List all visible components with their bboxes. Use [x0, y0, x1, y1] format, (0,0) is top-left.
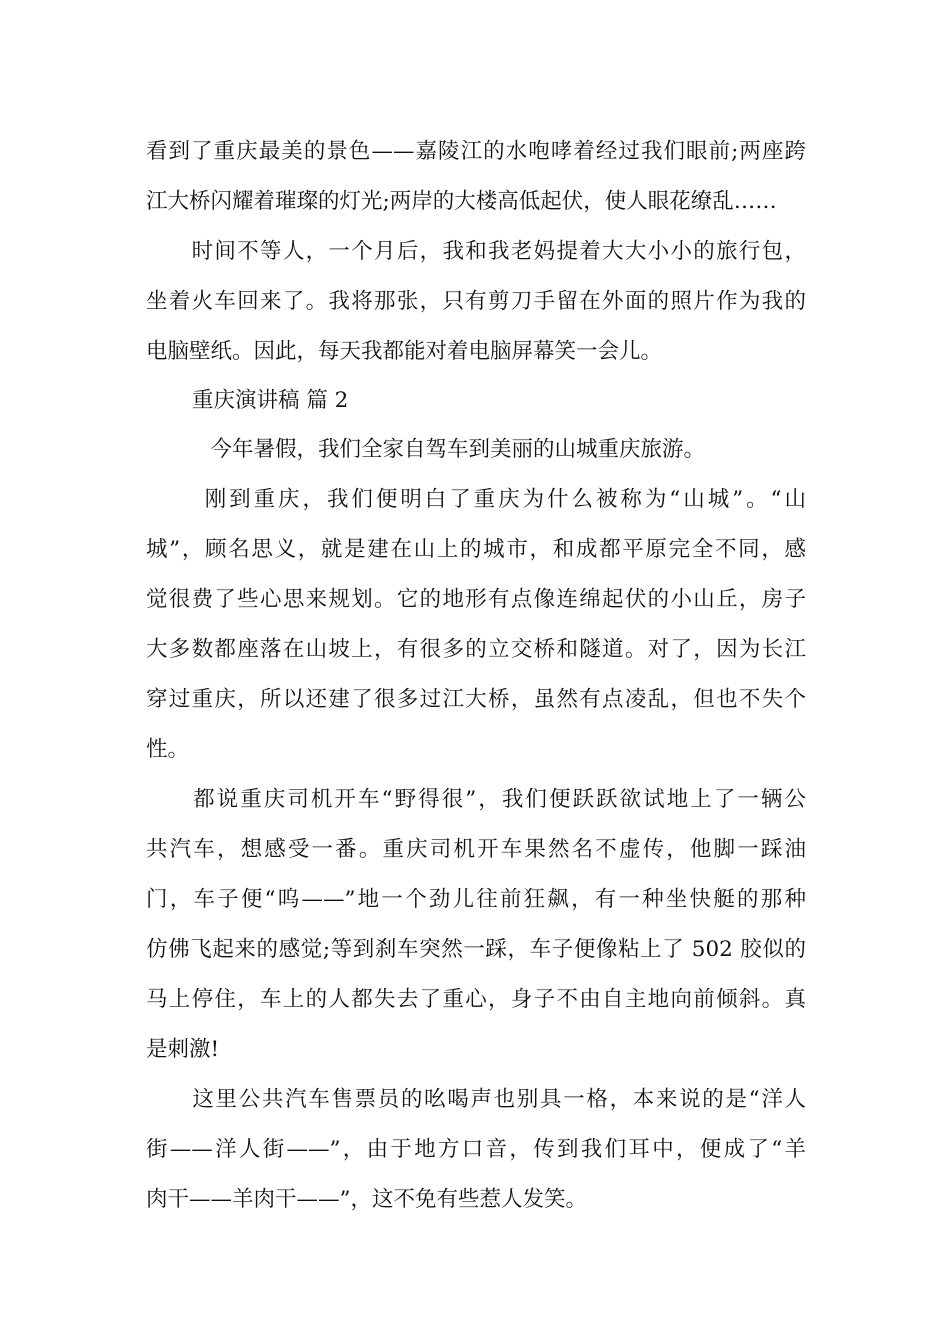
- text-line: 马上停住，车上的人都失去了重心，身子不由自主地向前倾斜。真: [146, 987, 806, 1012]
- text-line: 是刺激!: [146, 1037, 220, 1062]
- text-line: 大多数都座落在山坡上，有很多的立交桥和隧道。对了，因为长江: [146, 637, 806, 662]
- text-line: 性。: [146, 737, 190, 762]
- text-line: 仿佛飞起来的感觉;等到刹车突然一踩，车子便像粘上了 502 胶似的: [146, 937, 806, 962]
- text-line: 坐着火车回来了。我将那张，只有剪刀手留在外面的照片作为我的: [146, 289, 806, 314]
- text-line: 刚到重庆，我们便明白了重庆为什么被称为“山城”。“山: [146, 487, 806, 512]
- text-line: 看到了重庆最美的景色——嘉陵江的水咆哮着经过我们眼前;两座跨: [146, 139, 806, 164]
- text-line: 肉干——羊肉干——”，这不免有些惹人发笑。: [146, 1187, 587, 1212]
- text-line: 电脑壁纸。因此，每天我都能对着电脑屏幕笑一会儿。: [146, 339, 663, 364]
- text-line: 都说重庆司机开车“野得很”，我们便跃跃欲试地上了一辆公: [146, 787, 806, 812]
- text-line: 时间不等人，一个月后，我和我老妈提着大大小小的旅行包，: [146, 239, 806, 264]
- text-line: 街——洋人街——”，由于地方口音，传到我们耳中，便成了“羊: [146, 1137, 806, 1162]
- text-line: 觉很费了些心思来规划。它的地形有点像连绵起伏的小山丘，房子: [146, 587, 806, 612]
- text-line: 城”，顾名思义，就是建在山上的城市，和成都平原完全不同，感: [146, 537, 806, 562]
- text-line: 穿过重庆，所以还建了很多过江大桥，虽然有点凌乱，但也不失个: [146, 687, 806, 712]
- text-line: 江大桥闪耀着璀璨的灯光;两岸的大楼高低起伏，使人眼花缭乱……: [146, 189, 777, 214]
- text-line: 门，车子便“呜——”地一个劲儿往前狂飙，有一种坐快艇的那种: [146, 887, 806, 912]
- text-line: 共汽车，想感受一番。重庆司机开车果然名不虚传，他脚一踩油: [146, 837, 806, 862]
- text-line: 今年暑假，我们全家自驾车到美丽的山城重庆旅游。: [146, 437, 706, 462]
- text-line: 这里公共汽车售票员的吆喝声也别具一格，本来说的是“洋人: [146, 1087, 806, 1112]
- section-heading: 重庆演讲稿 篇 2: [192, 388, 349, 413]
